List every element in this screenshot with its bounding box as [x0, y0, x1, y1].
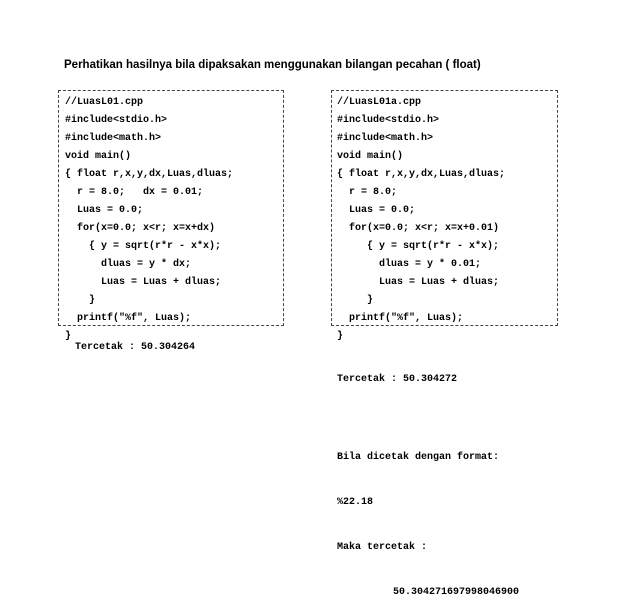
- code-line: r = 8.0;: [337, 187, 398, 198]
- code-line: Luas = 0.0;: [65, 205, 144, 216]
- code-line: #include<math.h>: [337, 133, 434, 144]
- code-line: #include<stdio.h>: [337, 115, 440, 126]
- code-line: for(x=0.0; x<r; x=x+dx): [65, 223, 216, 234]
- code-line: Luas = Luas + dluas;: [65, 277, 222, 288]
- code-line: printf("%f", Luas);: [65, 313, 192, 324]
- code-line: dluas = y * dx;: [65, 259, 192, 270]
- code-line: Luas = 0.0;: [337, 205, 416, 216]
- code-line: for(x=0.0; x<r; x=x+0.01): [337, 223, 500, 234]
- code-line: #include<math.h>: [65, 133, 162, 144]
- format-note: Bila dicetak dengan format:: [337, 452, 500, 463]
- code-line: { float r,x,y,dx,Luas,dluas;: [65, 169, 234, 180]
- code-line: //LuasL01a.cpp: [337, 97, 422, 108]
- result-label: Maka tercetak :: [337, 542, 428, 553]
- output-printed: Tercetak : 50.304272: [337, 374, 458, 385]
- output-left: Tercetak : 50.304264: [75, 342, 196, 353]
- code-line: dluas = y * 0.01;: [337, 259, 482, 270]
- result-value: 50.304271697998046900: [393, 587, 520, 598]
- code-line: }: [337, 331, 344, 342]
- code-line: { y = sqrt(r*r - x*x);: [65, 241, 222, 252]
- code-line: Luas = Luas + dluas;: [337, 277, 500, 288]
- code-line: }: [337, 295, 374, 306]
- code-listing-right: [337, 94, 505, 346]
- format-spec: %22.18: [337, 497, 374, 508]
- code-line: r = 8.0; dx = 0.01;: [65, 187, 204, 198]
- code-line: void main(): [65, 151, 132, 162]
- code-listing-left: [65, 94, 233, 346]
- page-heading: Perhatikan hasilnya bila dipaksakan menggunakan bilangan pecahan ( float): [64, 59, 481, 71]
- code-line: //LuasL01.cpp: [65, 97, 144, 108]
- code-line: printf("%f", Luas);: [337, 313, 464, 324]
- code-line: { float r,x,y,dx,Luas,dluas;: [337, 169, 506, 180]
- code-line: #include<stdio.h>: [65, 115, 168, 126]
- code-line: { y = sqrt(r*r - x*x);: [337, 241, 500, 252]
- code-line: }: [65, 295, 96, 306]
- code-line: void main(): [337, 151, 404, 162]
- code-line: }: [65, 331, 72, 342]
